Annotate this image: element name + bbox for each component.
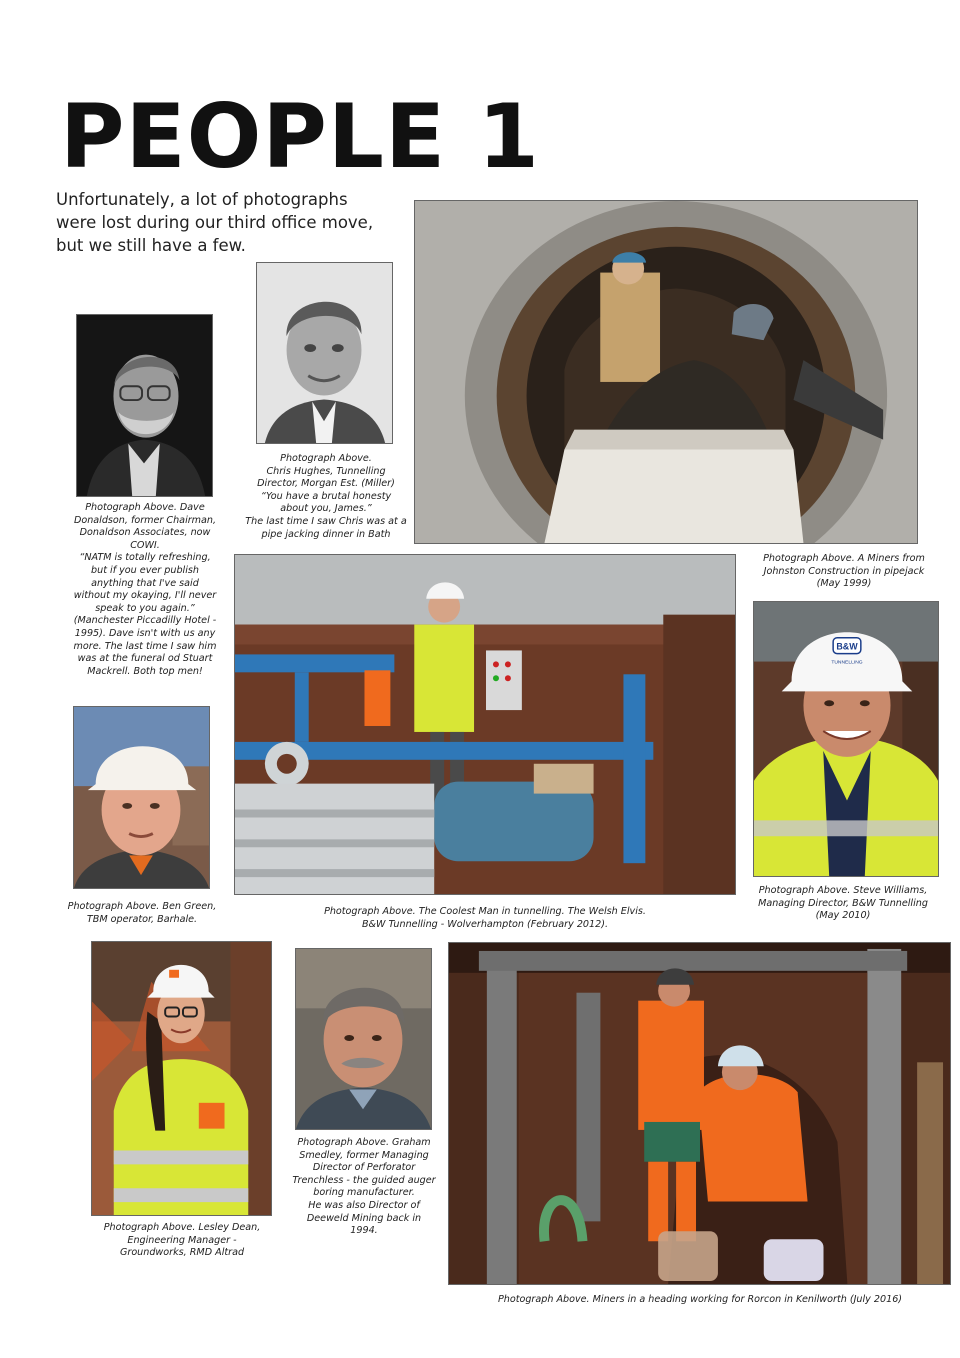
caption-dave-donaldson: Photograph Above. Dave Donaldson, former Chairman, Donaldson Associates, now COWI. “NATM is totally refreshing, but if you ever publish anything that I've said without my okaying, I'll never speak to you again.” (Manchester Piccadilly Hotel - 1995). Dave isn't with us any more. The last time I saw him was at the funeral od Stuart Mackrell. Both top men! — [73, 502, 217, 677]
caption-graham-smedley: Photograph Above. Graham Smedley, former Managing Director of Perforator Trenchless - the guided auger boring manufacturer. He was also Director of Deeweld Mining back in 1994. — [292, 1137, 436, 1237]
photo-graham-smedley — [295, 948, 432, 1130]
caption-miners-heading: Photograph Above. Miners in a heading working for Rorcon in Kenilworth (July 2016) — [497, 1294, 903, 1305]
helmet-badge-text: B&W — [836, 641, 858, 652]
photo-lesley-dean — [91, 941, 272, 1216]
photo-dave-donaldson — [76, 314, 213, 497]
photo-miners-heading — [448, 942, 951, 1285]
caption-steve-williams: Photograph Above. Steve Williams, Managing Director, B&W Tunnelling (May 2010) — [758, 885, 928, 922]
helmet-badge-subtext: TUNNELLING — [831, 660, 863, 666]
photo-pipejack-tunnel — [414, 200, 918, 544]
photo-ben-green — [73, 706, 210, 889]
caption-chris-hughes: Photograph Above. Chris Hughes, Tunnelling Director, Morgan Est. (Miller) “You have a brutal honesty about you, James.” The last time I saw Chris was at a pipe jacking dinner in Bath — [245, 453, 407, 540]
caption-johnston-construction: Photograph Above. A Miners from Johnston Construction in pipejack (May 1999) — [763, 553, 925, 590]
photo-chris-hughes — [256, 262, 393, 444]
photo-welsh-elvis — [234, 554, 736, 895]
caption-welsh-elvis: Photograph Above. The Coolest Man in tunnelling. The Welsh Elvis. B&W Tunnelling - Wolverhampton (February 2012). — [324, 906, 646, 930]
page-title: PEOPLE 1 — [60, 85, 540, 188]
caption-lesley-dean: Photograph Above. Lesley Dean, Engineering Manager - Groundworks, RMD Altrad — [103, 1222, 261, 1259]
intro-text: Unfortunately, a lot of photographs were lost during our third office move, but we still have a few. — [56, 190, 374, 255]
photo-steve-williams — [753, 601, 939, 877]
caption-ben-green: Photograph Above. Ben Green, TBM operator, Barhale. — [67, 901, 217, 925]
